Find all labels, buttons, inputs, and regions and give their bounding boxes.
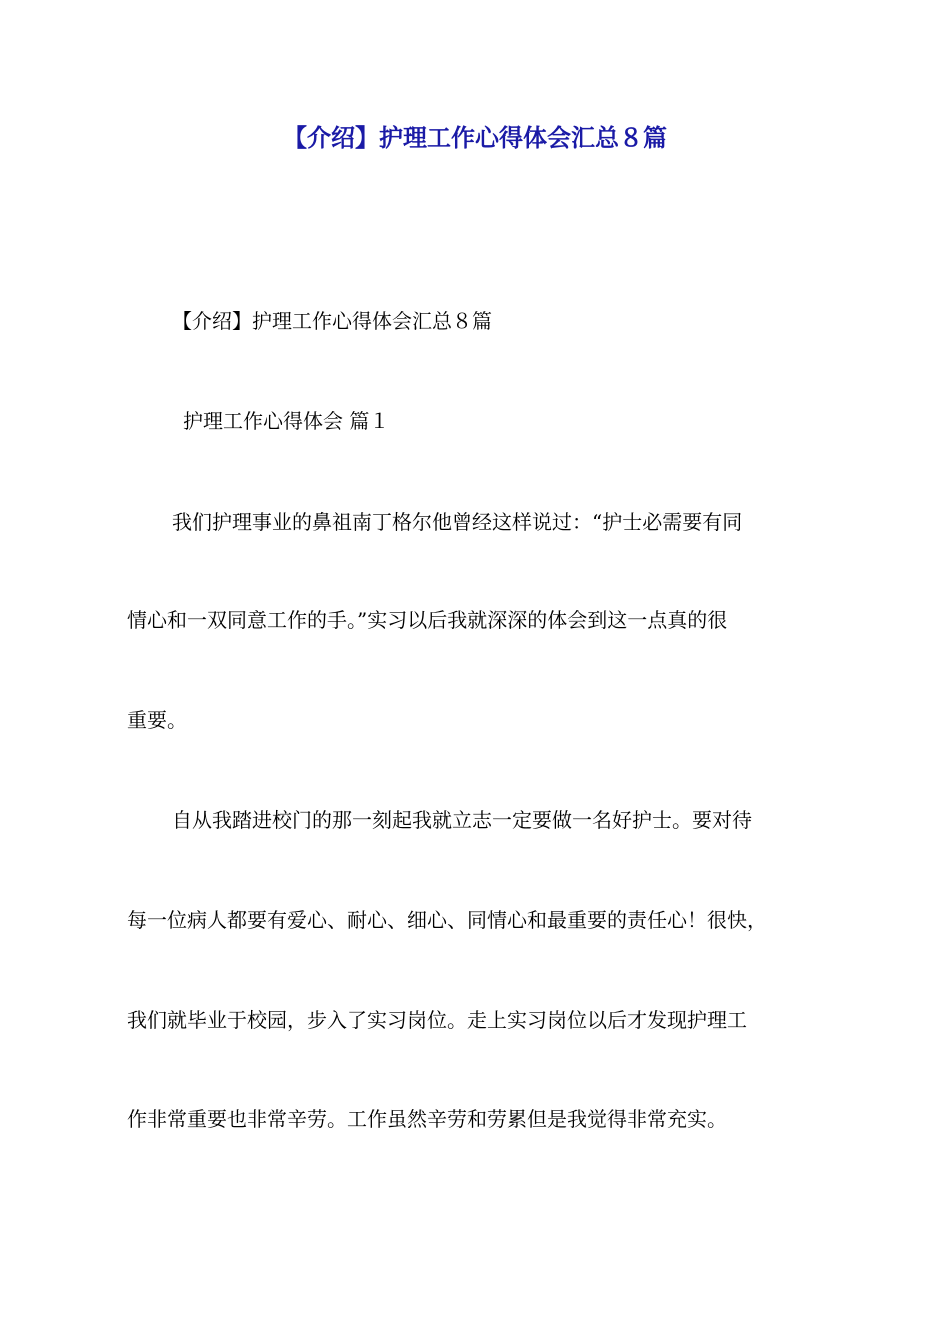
- section-heading: 护理工作心得体会 篇１: [183, 409, 390, 433]
- document-subtitle: 【介绍】护理工作心得体会汇总８篇: [172, 309, 492, 333]
- paragraph-line: 情心和一双同意工作的手。”实习以后我就深深的体会到这一点真的很: [127, 608, 728, 632]
- paragraph-line: 自从我踏进校门的那一刻起我就立志一定要做一名好护士。要对待: [172, 808, 752, 832]
- document-title: 【介绍】护理工作心得体会汇总８篇: [283, 124, 667, 152]
- paragraph-line: 我们护理事业的鼻祖南丁格尔他曾经这样说过：“护士必需要有同: [172, 510, 743, 534]
- paragraph-line: 每一位病人都要有爱心、耐心、细心、同情心和最重要的责任心！很快，: [127, 908, 767, 932]
- paragraph-line: 作非常重要也非常辛劳。工作虽然辛劳和劳累但是我觉得非常充实。: [127, 1107, 727, 1131]
- paragraph-line: 重要。: [127, 708, 187, 732]
- paragraph-line: 我们就毕业于校园，步入了实习岗位。走上实习岗位以后才发现护理工: [127, 1008, 747, 1032]
